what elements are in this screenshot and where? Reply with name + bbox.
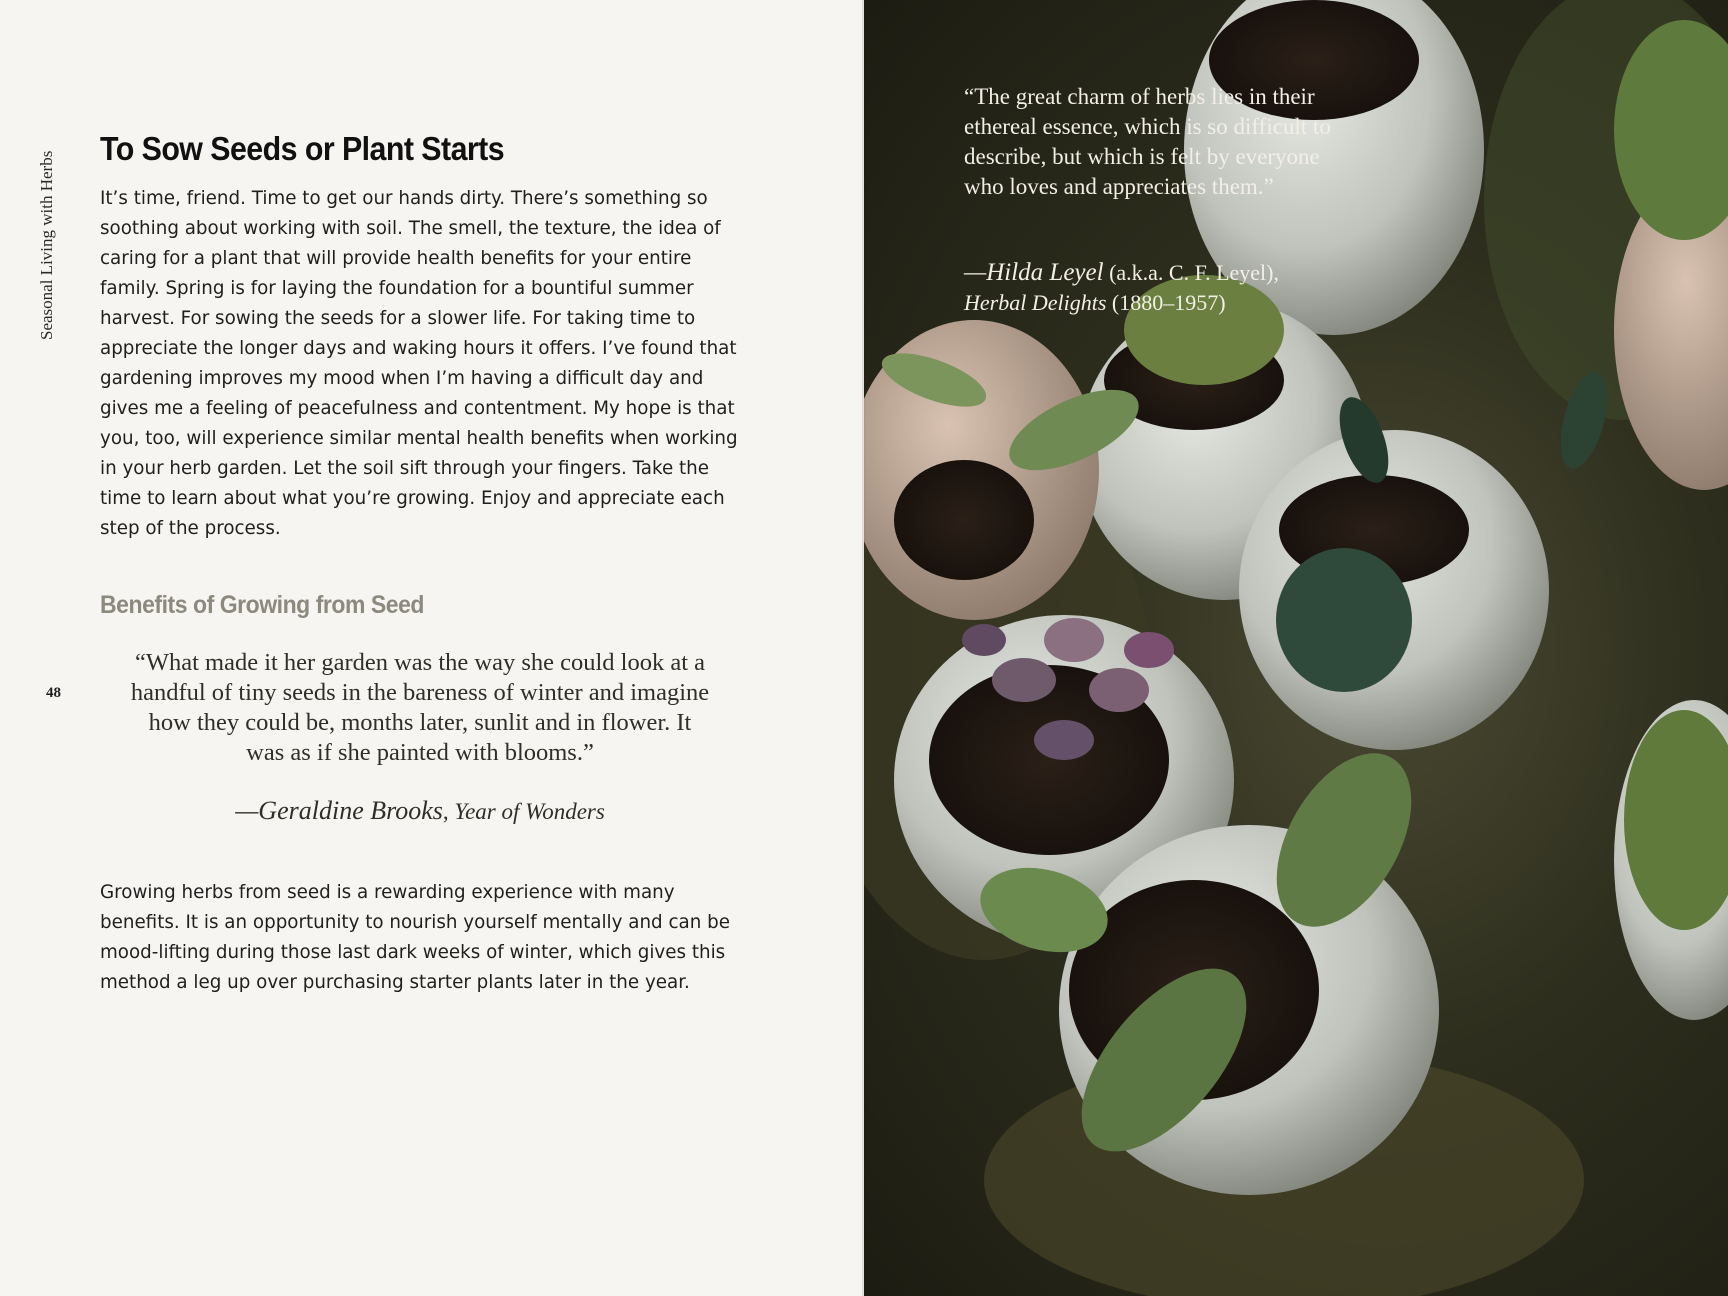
photo-quote-attribution [964, 258, 1344, 318]
page-title: To Sow Seeds or Plant Starts [100, 130, 505, 167]
quote-author: —Geraldine Brooks [235, 796, 443, 825]
pull-quote: “What made it her garden was the way she could look at a handful of tiny seeds in the bareness of winter and imagine how they could be, months later, sunlit and in flower. It was as if she painted with blooms.” [130, 649, 710, 766]
closing-paragraph: Growing herbs from seed is a rewarding experience with many benefits. It is an opportunity to nourish yourself mentally and can be mood-lifting during those last dark weeks of winter, which gives this method a leg up over purchasing starter plants later in the year. [100, 882, 730, 993]
photo-quote-work: Herbal Delights [964, 290, 1107, 315]
section-subheading: Benefits of Growing from Seed [100, 591, 425, 619]
photo-quote-author: —Hilda Leyel [964, 259, 1104, 286]
photo-quote-aka: (a.k.a. C. F. Leyel), [1103, 260, 1279, 285]
quote-work: Year of Wonders [454, 799, 605, 824]
quote-separator: , [442, 799, 455, 824]
photo-page [864, 0, 1728, 1296]
photo-quote: “The great charm of herbs lies in their ethereal essence, which is so difficult to describe, but which is felt by everyone who loves and appreciates them.” [964, 84, 1331, 199]
page-number: 48 [46, 685, 61, 701]
page-gutter [862, 0, 866, 1296]
page-content [100, 130, 740, 998]
quote-attribution [100, 796, 740, 826]
intro-paragraph: It’s time, friend. Time to get our hands dirty. There’s something so soothing about working with soil. The smell, the texture, the idea of caring for a plant that will provide health benefits for your entire family. Spring is for laying the foundation for a bountiful summer harvest. For sowing the seeds for a slower life. For taking time to appreciate the longer days and waking hours it offers. I’ve found that gardening improves my mood when I’m having a difficult day and gives me a feeling of peacefulness and contentment. My hope is that you, too, will experience similar mental health benefits when working in your herb garden. Let the soil sift through your fingers. Take the time to learn about what you’re growing. Enjoy and appreciate each step of the process. [100, 188, 738, 539]
running-head: Seasonal Living with Herbs [37, 150, 56, 340]
photo-quote-years: (1880–1957) [1106, 290, 1226, 315]
